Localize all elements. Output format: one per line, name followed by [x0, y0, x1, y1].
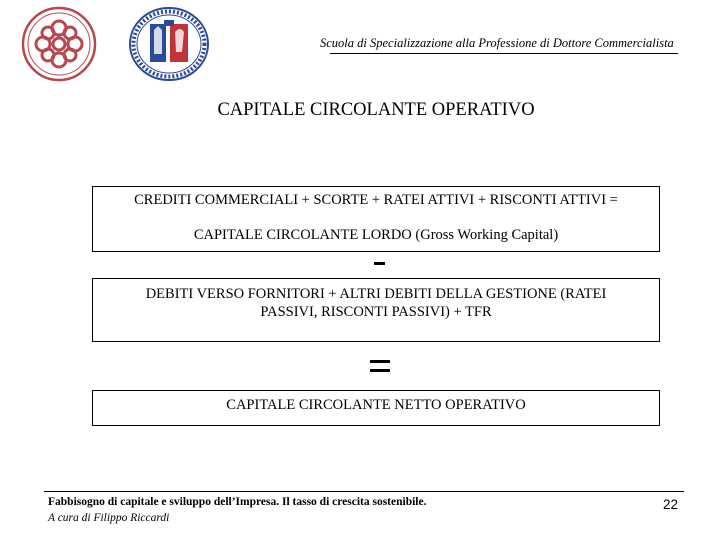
page-number: 22: [662, 497, 678, 512]
order-emblem-icon: [20, 6, 98, 82]
operating-liabilities-box: [92, 278, 660, 342]
net-working-capital-box: [92, 390, 660, 426]
header-divider: [330, 53, 678, 54]
footer-author: A cura di Filippo Riccardi: [48, 512, 170, 524]
equals-sign: [370, 360, 390, 374]
footer-course-title: Fabbisogno di capitale e sviluppo dell’Impresa. Il tasso di crescita sostenibile.: [48, 496, 427, 508]
operating-liabilities-line1: DEBITI VERSO FORNITORI + ALTRI DEBITI DELLA GESTIONE (RATEI: [145, 286, 607, 302]
gross-working-capital-text: CAPITALE CIRCOLANTE LORDO (Gross Working Capital): [193, 227, 559, 243]
university-seal-icon: [128, 6, 210, 82]
gross-working-capital-box: [92, 186, 660, 252]
slide-title: CAPITALE CIRCOLANTE OPERATIVO: [217, 100, 535, 120]
net-working-capital-text: CAPITALE CIRCOLANTE NETTO OPERATIVO: [226, 397, 526, 413]
minus-sign: [374, 262, 385, 265]
gross-components-text: CREDITI COMMERCIALI + SCORTE + RATEI ATTIVI + RISCONTI ATTIVI =: [134, 192, 618, 208]
school-header: Scuola di Specializzazione alla Professione di Dottore Commercialista: [320, 36, 674, 50]
operating-liabilities-line2: PASSIVI, RISCONTI PASSIVI) + TFR: [260, 304, 492, 320]
operating-liabilities-text: [93, 285, 659, 321]
footer-divider: [44, 491, 684, 492]
